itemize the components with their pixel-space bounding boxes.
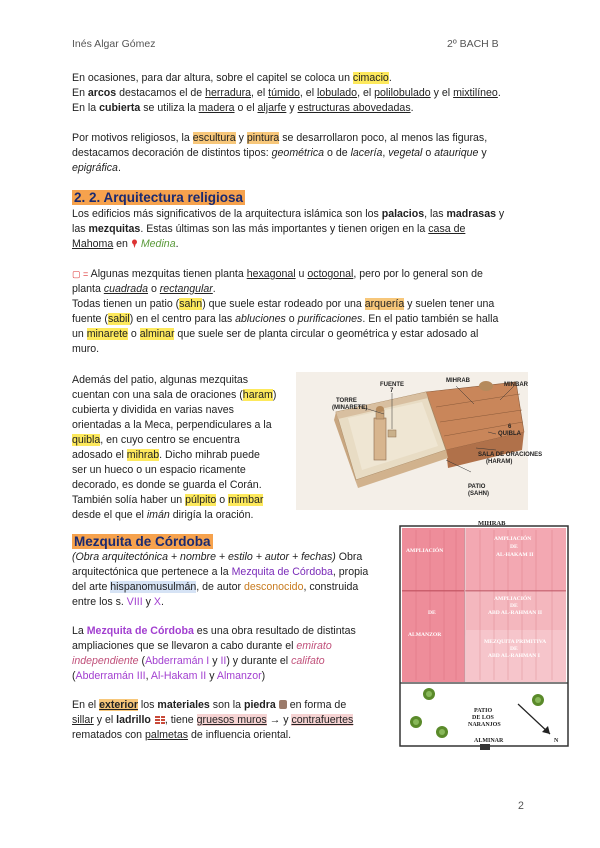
plan-label-primitiva: MEZQUITA PRIMITIVA	[484, 639, 547, 645]
prayer-hall-paragraph: Además del patio, algunas mezquitas cuentan con una sala de oraciones (haram) cubierta y dividida en varias naves orientadas a la Meca, perpendiculares a la quibla, en cuyo centro se encuentra adosado el mihrab. Dicho mihrab puede ser un hueco o un espacio ricamente decorado, es donde se guarda el Corán. También solía haber un púlpito o mimbar desde el que el imán dirigía la oración.	[72, 374, 277, 521]
label-quibla: QUIBLA	[498, 431, 521, 437]
cordoba-paragraph-1: (Obra arquitectónica + nombre + estilo + autor + fechas) Obra arquitectónica que pertenece a la Mezquita de Córdoba, propia del arte hispanomusulmán, de autor desconocido, construida entre los s. VIII y X.	[72, 551, 369, 608]
section-heading-cordoba: Mezquita de Córdoba	[74, 534, 211, 549]
bullet-icons: ▢ =	[72, 269, 89, 279]
svg-text:DE: DE	[510, 603, 518, 609]
plan-label-patio: PATIO	[474, 708, 493, 714]
label-quibla-num: 6	[508, 424, 512, 430]
plan-label-alhakam: AL-HAKAM II	[496, 552, 534, 558]
cordoba-floor-plan	[396, 518, 572, 760]
plan-label-ampliacion: AMPLIACIÓN	[406, 548, 444, 554]
label-fuente-num: 7	[390, 388, 394, 394]
label-sala: SALA DE ORACIONES	[478, 452, 543, 458]
label-mihrab: MIHRAB	[446, 378, 470, 384]
svg-text:DE: DE	[428, 610, 436, 616]
cordoba-paragraph-3: En el exterior los materiales son la piedra en forma de sillar y el ladrillo , tiene gruesos muros → y contrafuertes rematados con palmetas de influencia oriental.	[72, 699, 354, 741]
plan-label-almanzor: ALMANZOR	[408, 632, 442, 638]
intro-line-2: En arcos destacamos el de herradura, el túmido, el lobulado, el polilobulado y el mixtilíneo.	[72, 87, 501, 99]
plant-paragraph: ▢ = Algunas mezquitas tienen planta hexagonal u octogonal, pero por lo general son de planta cuadrada o rectangular. Todas tienen un patio (sahn) que suele estar rodeado por una arquería y suelen tener una fuente (sabil) en el centro para las abluciones o purificaciones. En el patio también se halla un minarete o alminar que suele ser de planta circular o geométrica y estar adosado al muro.	[72, 268, 499, 355]
label-minbar: MINBAR	[504, 382, 528, 388]
svg-text:AMPLIACIÓN: AMPLIACIÓN	[494, 536, 532, 542]
plan-label-abd2: ABD AL-RAHMAN II	[488, 610, 543, 616]
label-minarete: (MINARETE)	[332, 405, 368, 411]
section-heading-religious: 2. 2. Arquitectura religiosa	[74, 190, 244, 205]
intro-line-3: En la cubierta se utiliza la madera o el aljarfe y estructuras abovedadas.	[72, 102, 414, 114]
plan-label-alminar: ALMINAR	[474, 738, 504, 744]
plan-label-mihrab: MIHRAB	[478, 520, 506, 527]
label-torre: TORRE	[336, 398, 357, 404]
label-sahn: (SAHN)	[468, 491, 489, 497]
mosque-illustration	[296, 372, 543, 510]
religious-paragraph: Los edificios más significativos de la arquitectura islámica son los palacios, las madrasas y las mezquitas. Estas últimas son las más importantes y tienen origen en la casa de Mahoma en Medina.	[72, 208, 505, 250]
decoration-paragraph: Por motivos religiosos, la escultura y pintura se desarrollaron poco, al menos las figuras, destacamos decoración de distintos tipos: geométrica o de lacería, vegetal o ataurique y epigráfica.	[72, 132, 488, 174]
location-pin-icon	[131, 239, 138, 248]
svg-text:DE: DE	[510, 544, 518, 550]
label-fuente: FUENTE	[380, 382, 404, 388]
intro-block	[72, 71, 542, 116]
header-course: 2º BACH B	[447, 38, 499, 50]
svg-text:AMPLIACIÓN: AMPLIACIÓN	[494, 596, 532, 602]
svg-text:ABD AL-RAHMAN I: ABD AL-RAHMAN I	[488, 653, 540, 659]
brick-icon	[154, 715, 165, 724]
svg-text:DE: DE	[510, 646, 518, 652]
stone-icon	[279, 700, 287, 709]
page-number: 2	[518, 800, 524, 812]
svg-text:NARANJOS: NARANJOS	[468, 722, 501, 728]
cordoba-paragraph-2: La Mezquita de Córdoba es una obra resultado de distintas ampliaciones que se llevaron a cabo durante el emirato independiente (Abderramán I y II) y durante el califato (Abderramán III, Al-Hakam II y Almanzor)	[72, 625, 356, 682]
plan-label-north: N	[554, 738, 559, 744]
intro-line-1: En ocasiones, para dar altura, sobre el capitel se coloca un cimacio.	[72, 72, 392, 84]
label-haram: (HARAM)	[486, 459, 513, 465]
header-author: Inés Algar Gómez	[72, 38, 156, 50]
label-patio: PATIO	[468, 484, 486, 490]
svg-text:DE LOS: DE LOS	[472, 715, 494, 721]
